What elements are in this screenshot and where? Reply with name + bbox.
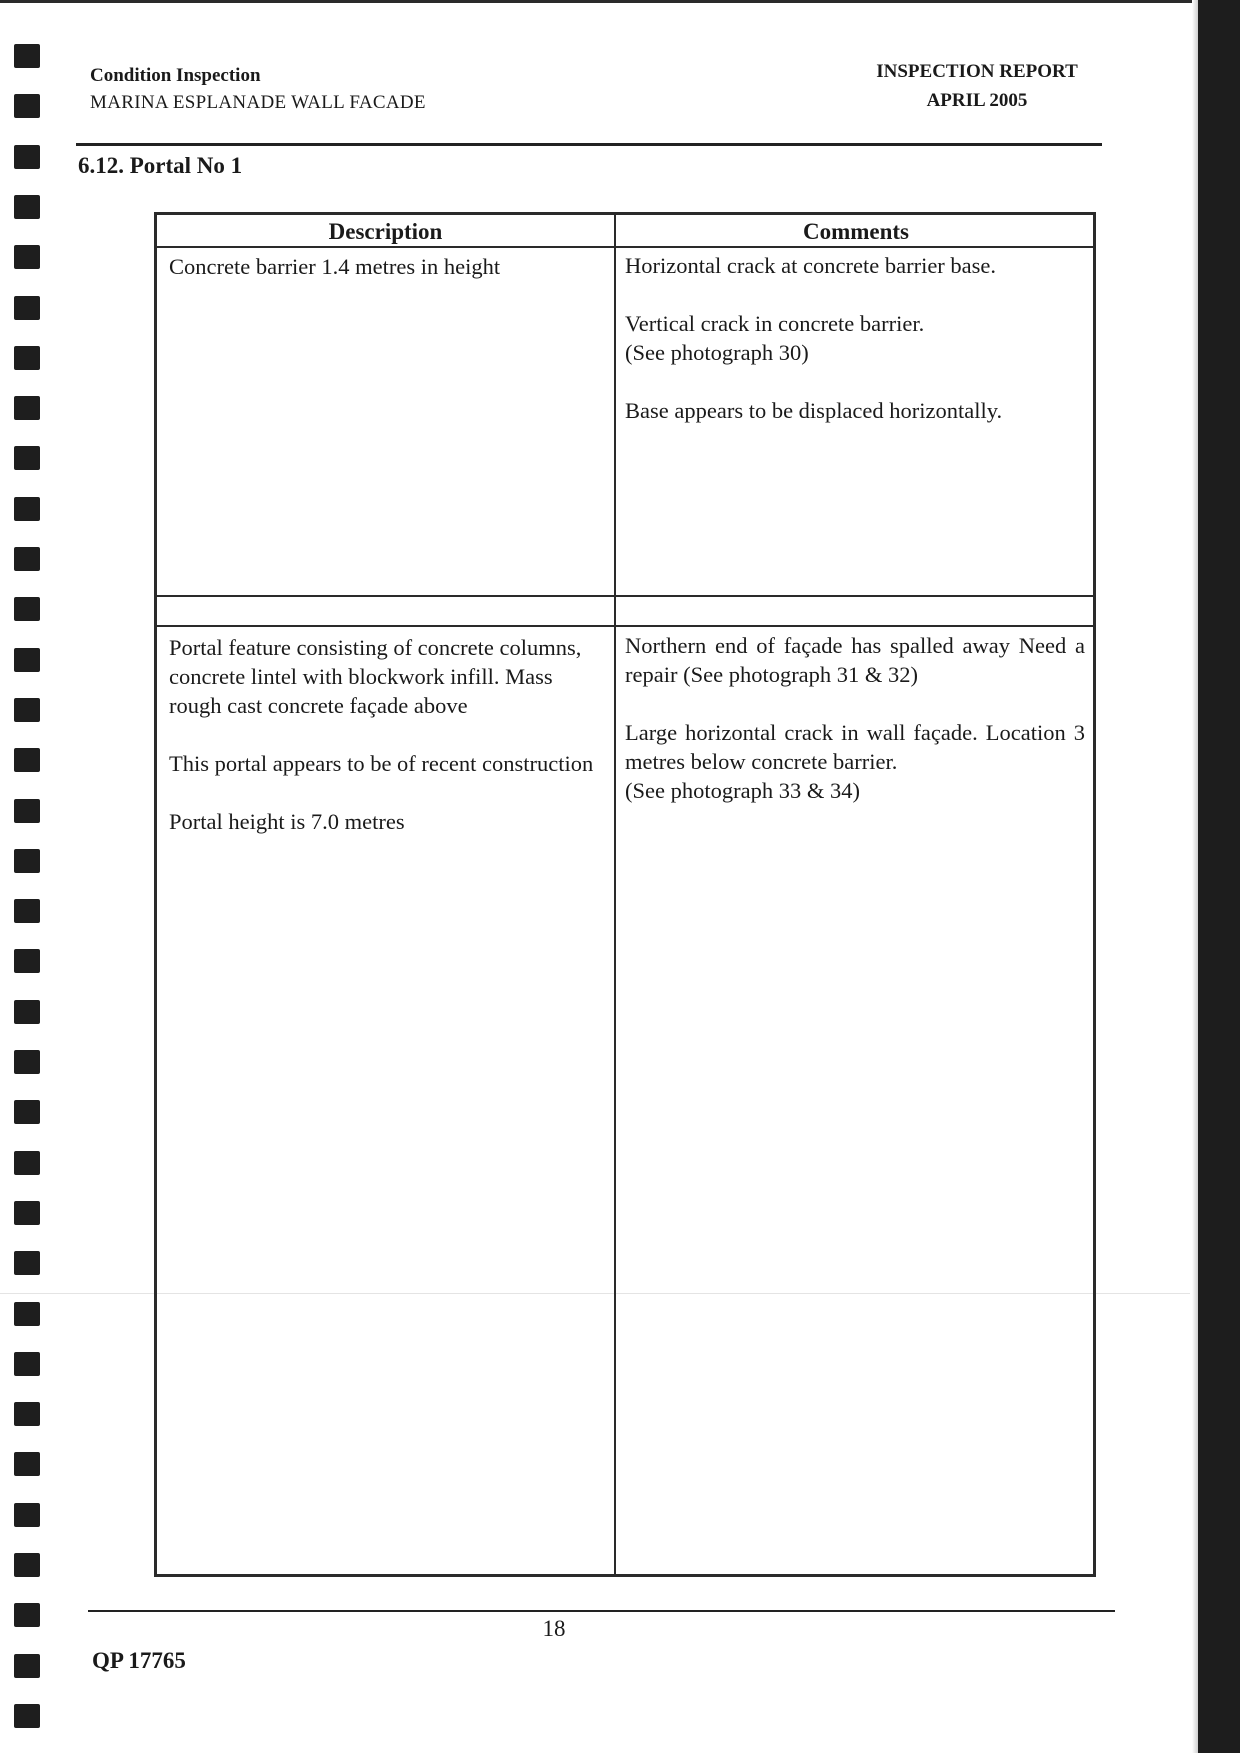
binding-hole — [14, 1603, 40, 1627]
binding-hole — [14, 799, 40, 823]
scan-dark-margin — [1198, 0, 1240, 1753]
section-title: 6.12. Portal No 1 — [78, 153, 243, 178]
header-rule — [76, 143, 1102, 146]
footer-rule — [88, 1610, 1115, 1612]
binding-hole — [14, 1000, 40, 1024]
row1-comment-1: Horizontal crack at concrete barrier base. — [625, 253, 997, 278]
binding-hole — [14, 949, 40, 973]
binding-hole — [14, 346, 40, 370]
table-row-rule — [157, 595, 1093, 597]
row2-comment-3: (See photograph 33 & 34) — [625, 778, 860, 803]
row2-description-2: This portal appears to be of recent construction — [169, 751, 594, 776]
row2-comments — [625, 631, 1085, 805]
binding-hole — [14, 195, 40, 219]
binding-hole — [14, 1201, 40, 1225]
header-left — [90, 62, 426, 116]
scan-top-edge — [0, 0, 1240, 3]
binding-hole — [14, 245, 40, 269]
binding-hole — [14, 547, 40, 571]
binding-hole — [14, 1704, 40, 1728]
binding-hole — [14, 446, 40, 470]
row1-comment-2: Vertical crack in concrete barrier. — [625, 311, 925, 336]
binding-hole — [14, 1050, 40, 1074]
binding-hole — [14, 1302, 40, 1326]
row2-description-1: Portal feature consisting of concrete columns, concrete lintel with blockwork infill. Mass rough cast concrete façade above — [169, 635, 582, 718]
binding-hole — [14, 1100, 40, 1124]
table-row-rule — [157, 625, 1093, 627]
binding-hole — [14, 698, 40, 722]
binding-hole — [14, 497, 40, 521]
binding-hole — [14, 296, 40, 320]
row1-comment-2-ref: (See photograph 30) — [625, 340, 809, 365]
binding-hole — [14, 1151, 40, 1175]
binding-hole — [14, 1402, 40, 1426]
binding-hole — [14, 748, 40, 772]
row2-comment-1: Northern end of façade has spalled away Need a repair (See photograph 31 & 32) — [625, 633, 1085, 687]
binding-hole — [14, 1352, 40, 1376]
binding-hole — [14, 1251, 40, 1275]
table-header-comments: Comments — [802, 219, 910, 244]
binding-hole — [14, 44, 40, 68]
header-subtitle: Condition Inspection — [90, 65, 261, 86]
binding-hole — [14, 1553, 40, 1577]
comb-binding — [14, 0, 42, 1753]
binding-hole — [14, 94, 40, 118]
row1-comments — [625, 251, 1085, 425]
table-column-divider — [614, 215, 616, 1574]
row2-description — [169, 633, 601, 836]
binding-hole — [14, 1452, 40, 1476]
binding-hole — [14, 396, 40, 420]
binding-hole — [14, 145, 40, 169]
inspection-table — [154, 212, 1096, 1577]
table-header-description: Description — [328, 219, 443, 244]
binding-hole — [14, 849, 40, 873]
row2-comment-2: Large horizontal crack in wall façade. Location 3 metres below concrete barrier. — [625, 720, 1085, 774]
binding-hole — [14, 1503, 40, 1527]
document-code: QP 17765 — [92, 1648, 186, 1673]
binding-hole — [14, 648, 40, 672]
page-number: 18 — [542, 1616, 566, 1641]
header-project-title: MARINA ESPLANADE WALL FACADE — [90, 92, 426, 113]
header-right — [866, 57, 1088, 115]
binding-hole — [14, 1654, 40, 1678]
row1-comment-3: Base appears to be displaced horizontally. — [625, 398, 1003, 423]
row2-description-3: Portal height is 7.0 metres — [169, 809, 405, 834]
row1-description — [169, 252, 601, 281]
binding-hole — [14, 899, 40, 923]
header-report-date: APRIL 2005 — [926, 90, 1028, 111]
binding-hole — [14, 597, 40, 621]
row1-description-text: Concrete barrier 1.4 metres in height — [169, 254, 501, 279]
header-report-type: INSPECTION REPORT — [876, 61, 1078, 82]
